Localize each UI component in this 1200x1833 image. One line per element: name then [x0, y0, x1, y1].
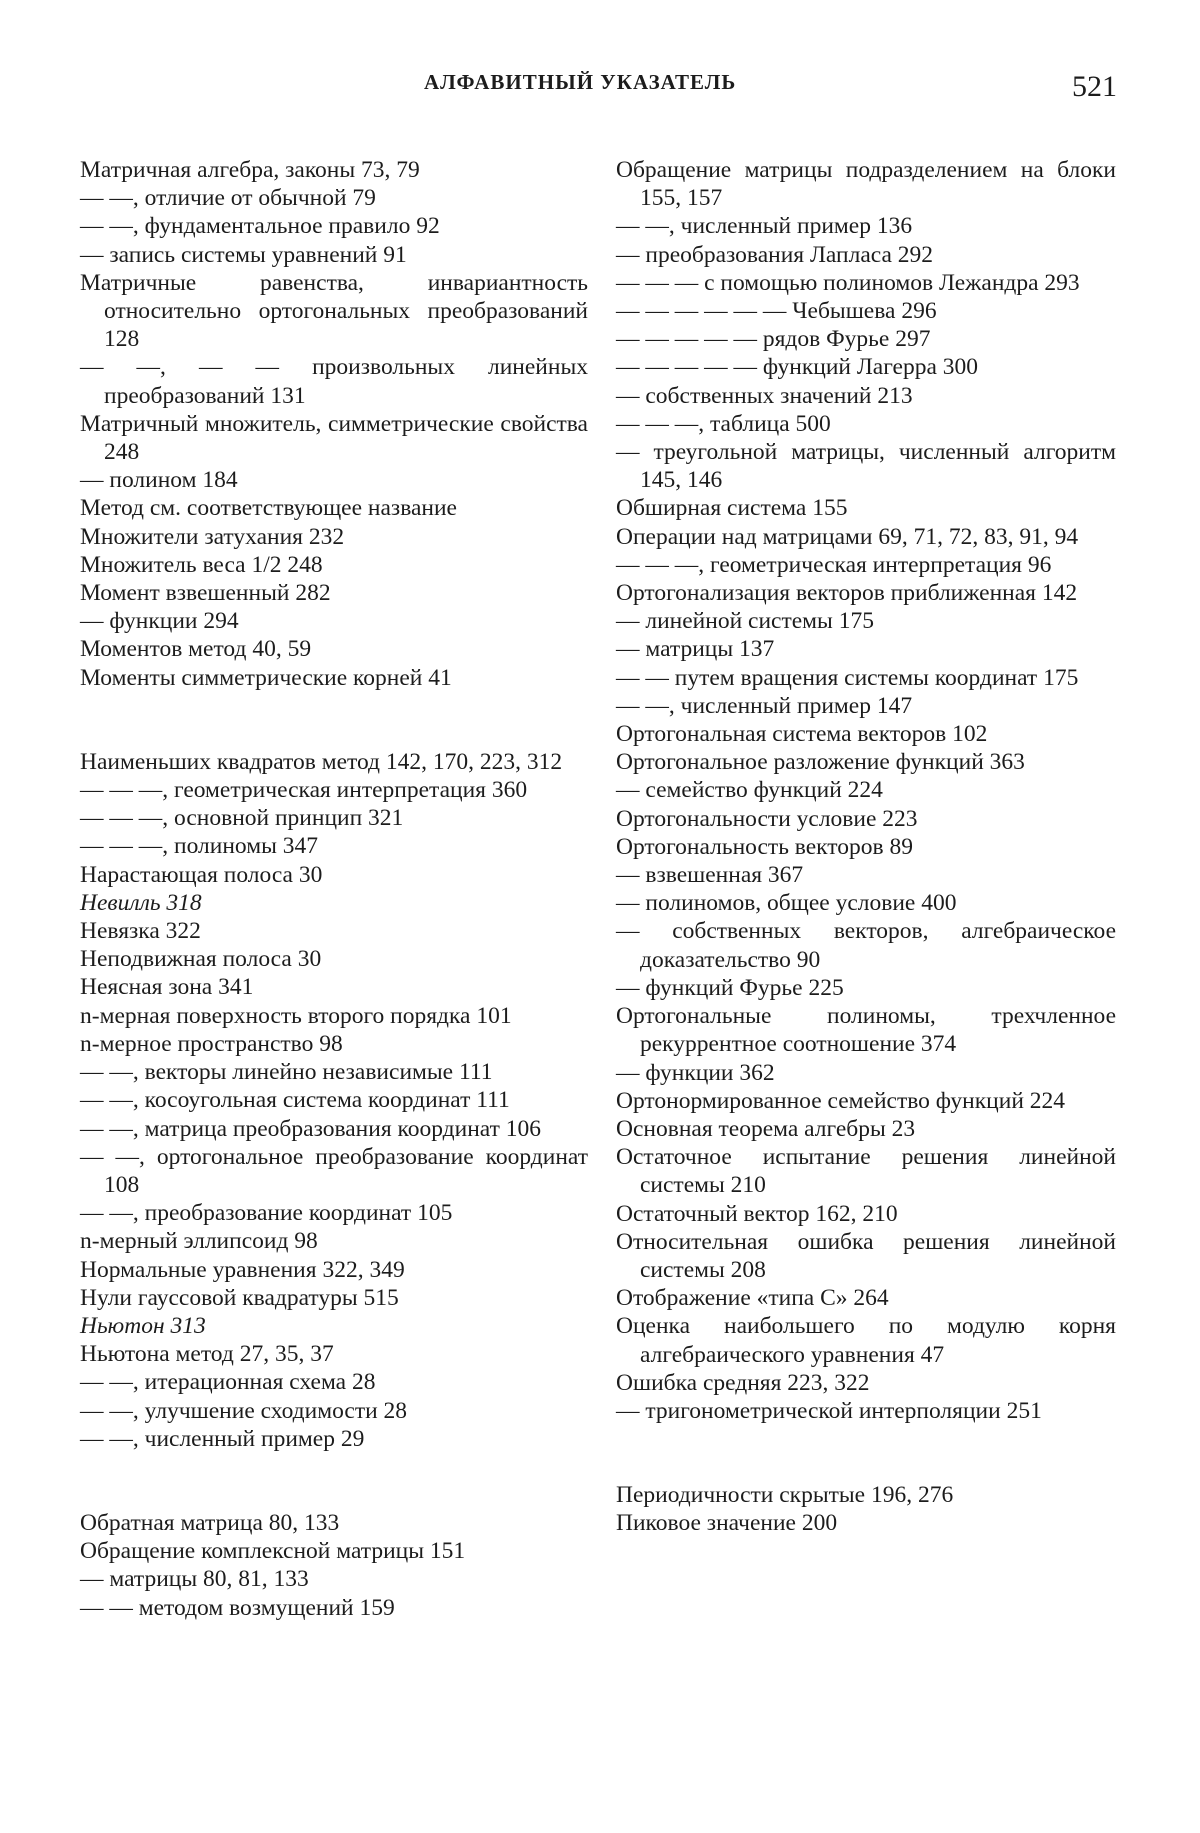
index-entry: Нарастающая полоса 30: [80, 861, 323, 888]
index-entry: Матричная алгебра, законы 73, 79: [80, 157, 420, 183]
index-entry: Отображение «типа С» 264: [616, 1285, 889, 1312]
index-entry: — —, итерационная схема 28: [80, 1369, 376, 1396]
index-entry: — —, — — произвольных линейных преобразований 131: [80, 354, 588, 409]
index-entry: — треугольной матрицы, численный алгоритм 145, 146: [616, 439, 1116, 494]
index-entry: — — путем вращения системы координат 175: [616, 664, 1079, 691]
index-entry: — —, преобразование координат 105: [80, 1200, 453, 1227]
index-entry: Обратная матрица 80, 133: [80, 1509, 340, 1536]
index-column-left: [80, 156, 588, 1622]
index-entry: n-мерная поверхность второго порядка 101: [80, 1002, 512, 1029]
index-entry: — матрицы 80, 81, 133: [80, 1566, 309, 1593]
index-entry: Обращение комплексной матрицы 151: [80, 1538, 466, 1565]
index-entry: — —, векторы линейно независимые 111: [80, 1059, 493, 1086]
index-entry: — — —, таблица 500: [616, 410, 831, 437]
index-entry: Момент взвешенный 282: [80, 580, 331, 607]
index-entry: Ошибка средняя 223, 322: [616, 1369, 870, 1396]
index-entry: Основная теорема алгебры 23: [616, 1115, 916, 1142]
index-entry: Невилль 318: [80, 889, 202, 916]
index-entry: Ортогональное разложение функций 363: [616, 749, 1025, 776]
index-entry: — собственных векторов, алгебраическое доказательство 90: [616, 918, 1116, 973]
index-entry: — — — — — — Чебышева 296: [616, 298, 937, 325]
index-entry: — полиномов, общее условие 400: [616, 890, 957, 917]
index-entry: n-мерный эллипсоид 98: [80, 1228, 318, 1255]
index-entry: Остаточное испытание решения линейной системы 210: [616, 1144, 1116, 1199]
index-entry: — преобразования Лапласа 292: [616, 241, 934, 268]
index-entry: Ньютона метод 27, 35, 37: [80, 1341, 334, 1368]
index-entry: — — —, основной принцип 321: [80, 805, 404, 832]
index-entry: Моментов метод 40, 59: [80, 636, 312, 663]
index-entry: Пиковое значение 200: [616, 1510, 838, 1537]
index-entry: — —, численный пример 136: [616, 213, 913, 240]
index-entry: Матричный множитель, симметрические свойства 248: [80, 410, 588, 466]
index-entry: — —, численный пример 147: [616, 692, 913, 719]
index-entry: Неясная зона 341: [80, 974, 254, 1001]
index-entry: n-мерное пространство 98: [80, 1030, 343, 1057]
index-entry: Нули гауссовой квадратуры 515: [80, 1284, 399, 1311]
index-entry: Обращение матрицы подразделением на блоки 155, 157: [616, 157, 1116, 212]
index-entry: Остаточный вектор 162, 210: [616, 1200, 898, 1227]
index-entry: — взвешенная 367: [616, 862, 804, 889]
index-entry: Множители затухания 232: [80, 523, 345, 550]
index-entry: Невязка 322: [80, 918, 201, 945]
index-entry: Ортогональности условие 223: [616, 805, 918, 832]
index-entry: — — —, полиномы 347: [80, 833, 318, 860]
index-entry: — —, отличие от обычной 79: [80, 185, 376, 212]
index-entry: Ортогонализация векторов приближенная 142: [616, 580, 1078, 607]
index-entry: — тригонометрической интерполяции 251: [616, 1397, 1042, 1424]
index-entry: Ортогональные полиномы, трехчленное рекуррентное соотношение 374: [616, 1003, 1116, 1058]
index-entry: Наименьших квадратов метод 142, 170, 223, 312: [80, 748, 563, 775]
index-entry: — —, косоугольная система координат 111: [80, 1087, 510, 1114]
index-entry: — собственных значений 213: [616, 382, 913, 409]
index-entry: — — — — — функций Лагерра 300: [616, 354, 979, 381]
index-column-right: [616, 156, 1116, 1538]
index-entry: — матрицы 137: [616, 636, 775, 663]
index-entry: — — —, геометрическая интерпретация 360: [80, 777, 528, 804]
index-entry: — — — с помощью полиномов Лежандра 293: [616, 269, 1080, 296]
index-entry: — — — — — рядов Фурье 297: [616, 326, 931, 353]
section-gap: [80, 692, 588, 748]
index-entry: Моменты симметрические корней 41: [80, 664, 452, 691]
index-entry: — запись системы уравнений 91: [80, 241, 407, 268]
index-entry: — — —, геометрическая интерпретация 96: [616, 551, 1052, 578]
index-entry: Оценка наибольшего по модулю корня алгебраического уравнения 47: [616, 1313, 1116, 1368]
index-entry: — —, численный пример 29: [80, 1425, 365, 1452]
index-entry: Метод см. соответствующее название: [80, 495, 457, 522]
section-gap: [80, 1453, 588, 1509]
index-entry: Относительная ошибка решения линейной системы 208: [616, 1228, 1116, 1283]
index-entry: — —, матрица преобразования координат 106: [80, 1115, 542, 1142]
index-entry: — семейство функций 224: [616, 777, 883, 804]
index-entry: — — методом возмущений 159: [80, 1594, 395, 1621]
index-entry: Ортогональность векторов 89: [616, 833, 913, 860]
running-head: АЛФАВИТНЫЙ УКАЗАТЕЛЬ: [424, 70, 737, 94]
index-entry: — полином 184: [80, 467, 238, 494]
index-entry: — —, фундаментальное правило 92: [80, 213, 440, 240]
index-entry: — функций Фурье 225: [616, 974, 844, 1001]
index-entry: — —, ортогональное преобразование координат 108: [80, 1143, 588, 1198]
index-entry: Нормальные уравнения 322, 349: [80, 1256, 405, 1283]
index-entry: Периодичности скрытые 196, 276: [616, 1482, 954, 1509]
index-entry: — функции 362: [616, 1059, 775, 1086]
index-entry: Ортонормированное семейство функций 224: [616, 1087, 1066, 1114]
index-entry: Обширная система 155: [616, 495, 848, 522]
index-entry: — линейной системы 175: [616, 608, 874, 635]
index-entry: — —, улучшение сходимости 28: [80, 1397, 408, 1424]
section-gap: [616, 1425, 1116, 1481]
index-entry: Ортогональная система векторов 102: [616, 721, 988, 748]
index-entry: Матричные равенства, инвариантность относительно ортогональных преобразований 128: [80, 269, 588, 353]
index-entry: Операции над матрицами 69, 71, 72, 83, 91, 94: [616, 523, 1079, 550]
index-entry: Множитель веса 1/2 248: [80, 551, 323, 578]
index-entry: — функции 294: [80, 608, 239, 635]
page-number: 521: [1072, 70, 1117, 103]
index-entry: Ньютон 313: [80, 1312, 206, 1339]
index-entry: Неподвижная полоса 30: [80, 946, 322, 973]
